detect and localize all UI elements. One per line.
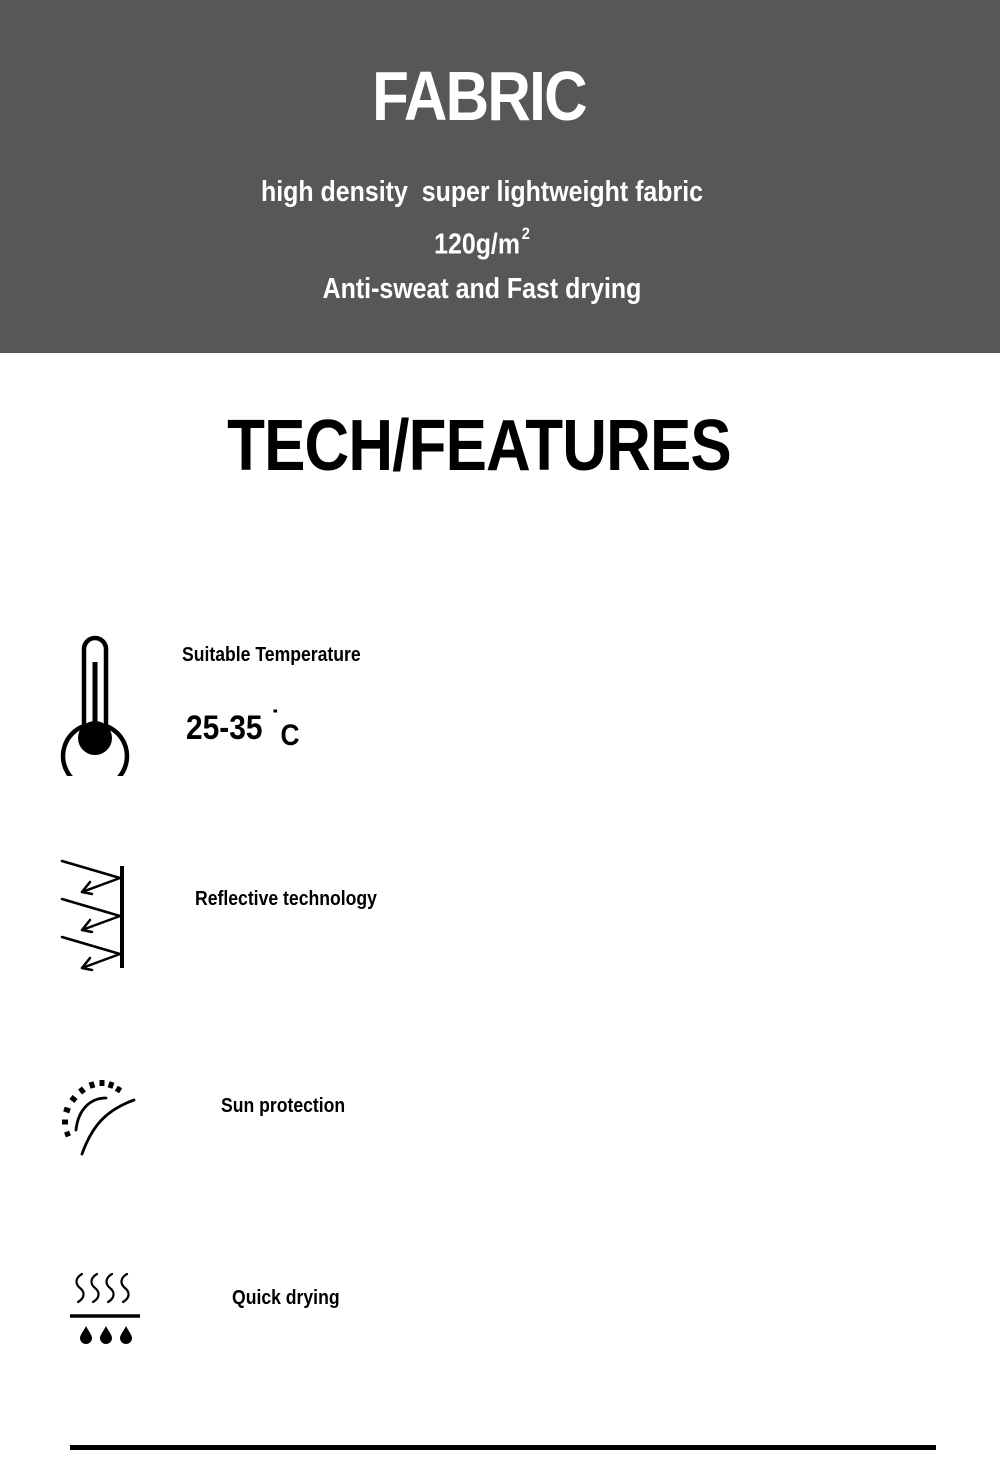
temperature-unit: C (280, 719, 300, 752)
feature-label-temperature: Suitable Temperature (182, 644, 361, 666)
temperature-value: 25-35 (186, 709, 271, 747)
fabric-property: Anti-sweat and Fast drying (322, 273, 642, 305)
tech-features-title: TECH/FEATURES (227, 406, 731, 486)
reflective-icon (58, 858, 128, 972)
fabric-section (0, 0, 1000, 353)
fabric-weight (67, 221, 896, 262)
feature-label-quick-drying: Quick drying (232, 1287, 340, 1309)
degree-mark: ˙ (270, 705, 280, 738)
fabric-weight-superscript: 2 (521, 224, 530, 243)
quick-drying-icon (66, 1272, 146, 1350)
temperature-range (186, 705, 300, 752)
bottom-divider (70, 1445, 936, 1450)
fabric-title: FABRIC (372, 57, 586, 135)
sun-protection-icon (56, 1074, 140, 1158)
fabric-weight-value: 120g/m (434, 228, 521, 261)
feature-label-reflective: Reflective technology (195, 888, 377, 910)
fabric-description: high density super lightweight fabric (260, 176, 704, 208)
thermometer-icon (58, 632, 134, 776)
feature-label-sun-protection: Sun protection (221, 1095, 346, 1117)
